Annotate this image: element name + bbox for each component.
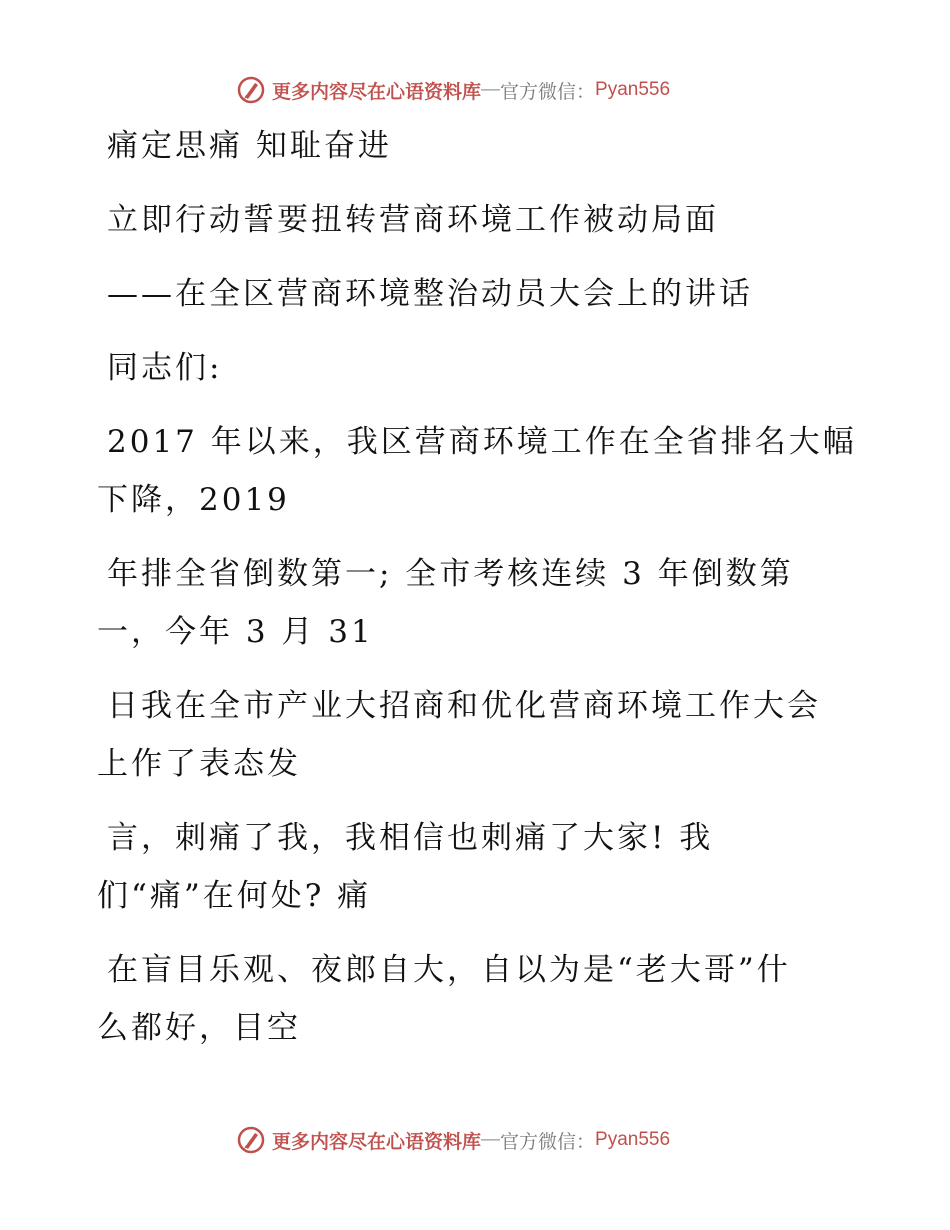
document-title-line2: 立即行动誓要扭转营商环境工作被动局面 [107,202,719,238]
watermark-account: Pyan556 [595,79,671,100]
watermark-label: 官方微信： [500,80,596,103]
watermark-separator: — [481,79,501,100]
body-line: 年排全省倒数第一; 全市考核连续 3 年倒数第 [107,556,794,592]
body-line: 在盲目乐观、夜郎自大，自以为是“老大哥”什 [107,952,791,988]
body-line: 下降，2019 [97,482,290,518]
body-line: 一，今年 3 月 31 [97,614,374,650]
watermark-separator: — [481,1129,501,1150]
body-line: 们“痛”在何处? 痛 [97,878,372,914]
watermark-site-text: 更多内容尽在心语资料库 [272,80,482,103]
document-subtitle: ——在全区营商环境整治动员大会上的讲话 [107,276,753,312]
body-line: 2017 年以来，我区营商环境工作在全省排名大幅 [107,424,857,460]
body-line: 么都好，目空 [97,1010,301,1046]
watermark-label: 官方微信： [500,1130,596,1153]
body-line: 上作了表态发 [97,746,301,782]
pen-circle-logo-icon [236,1125,266,1155]
body-line: 言，刺痛了我，我相信也刺痛了大家! 我 [107,820,714,856]
pen-circle-logo-icon [236,75,266,105]
body-line: 日我在全市产业大招商和优化营商环境工作大会 [107,688,821,724]
document-salutation: 同志们: [107,350,223,386]
footer-watermark [236,1122,670,1158]
header-watermark [236,72,670,108]
watermark-site-text: 更多内容尽在心语资料库 [272,1130,482,1153]
document-title-line1: 痛定思痛 知耻奋进 [107,128,392,164]
watermark-account: Pyan556 [595,1129,671,1150]
